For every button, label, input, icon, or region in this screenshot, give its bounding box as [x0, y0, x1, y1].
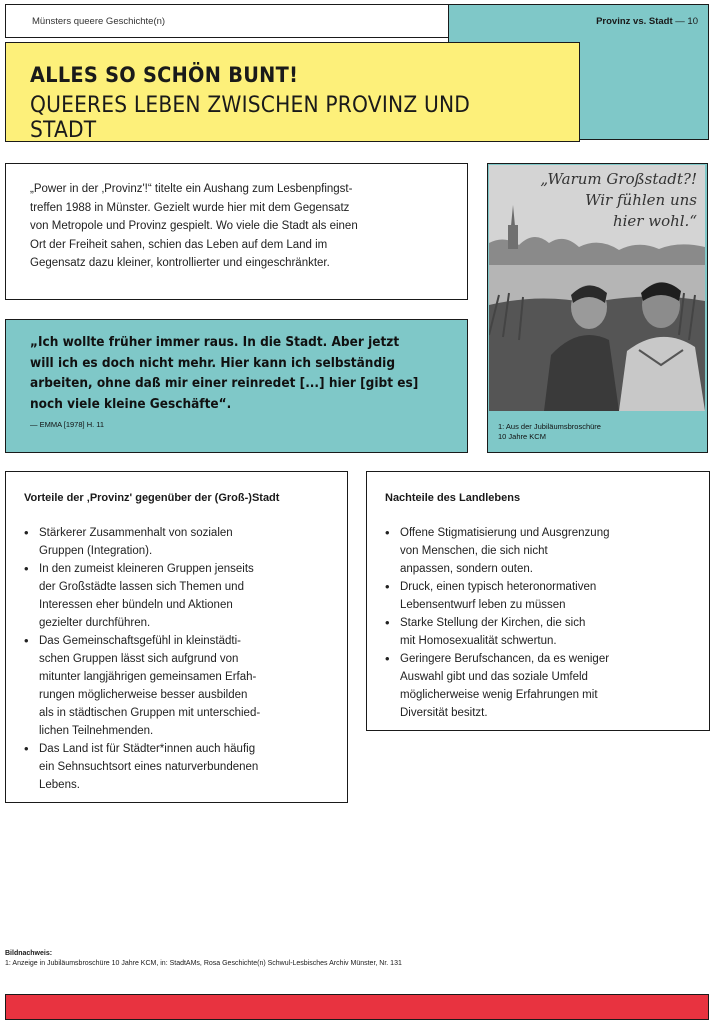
- series-title: Münsters queere Geschichte(n): [32, 16, 166, 27]
- page-separator: —: [675, 16, 685, 27]
- page-subtitle: QUEERES LEBEN ZWISCHEN PROVINZ UND STADT: [30, 93, 471, 143]
- list-item: • Druck, einen typisch heteronormativen Lebensentwurf leben zu müssen: [385, 578, 693, 614]
- list-item: • Stärkerer Zusammenhalt von sozialen Gruppen (Integration).: [24, 524, 331, 560]
- list-item: • Starke Stellung der Kirchen, die sich mit Homosexualität schwertun.: [385, 614, 693, 650]
- credits-text: 1: Anzeige in Jubiläumsbroschüre 10 Jahre KCM, in: StadtAMs, Rosa Geschichte(n) Schwul-Lesbisches Archiv Münster, Nr. 131: [5, 960, 402, 967]
- intro-line: Gegensatz dazu kleiner, kontrollierter und eingeschränkter.: [30, 257, 330, 269]
- caption-line: 1: Aus der Jubiläumsbroschüre: [498, 422, 601, 431]
- disadvantages-title: Nachteile des Landlebens: [385, 492, 521, 504]
- photo-box: [487, 163, 708, 453]
- quote-box: [5, 319, 468, 453]
- title-box: [5, 42, 580, 142]
- advantages-box: [5, 471, 348, 803]
- photo-overlay-text: [540, 169, 697, 232]
- section-name: Provinz vs. Stadt: [596, 16, 673, 27]
- quote-source: — EMMA [1978] H. 11: [30, 420, 105, 429]
- intro-line: „Power in der ‚Provinz'!“ titelte ein Aushang zum Lesbenpfingst-: [30, 183, 353, 195]
- header-series-title: [5, 4, 449, 38]
- page-indicator: [596, 16, 698, 27]
- intro-text-box: [5, 163, 468, 300]
- disadvantages-list: [385, 524, 693, 722]
- intro-line: von Metropole und Provinz gespielt. Wo viele die Stadt als einen: [30, 220, 358, 232]
- quote-text: [30, 332, 462, 414]
- bottom-red-bar: [5, 994, 709, 1020]
- list-item: • Das Land ist für Städter*innen auch häufig ein Sehnsuchtsort eines naturverbundenen Lebens.: [24, 740, 331, 794]
- list-item: • Das Gemeinschaftsgefühl in kleinstädti- schen Gruppen lässt sich aufgrund von mitunter langjährigen gemeinsamen Erfah- rungen möglicherweise besser ausbilden als in städtischen Gruppen mit unterschied- lichen Teilnehmenden.: [24, 632, 331, 740]
- quote-line: will ich es doch nicht mehr. Hier kann ich selbständig: [30, 354, 396, 371]
- list-item: • In den zumeist kleineren Gruppen jenseits der Großstädte lassen sich Themen und Interessen eher bündeln und Aktionen gezielter durchführen.: [24, 560, 331, 632]
- list-item: • Offene Stigmatisierung und Ausgrenzung von Menschen, die sich nicht anpassen, sondern outen.: [385, 524, 693, 578]
- list-item: • Geringere Berufschancen, da es weniger Auswahl gibt und das soziale Umfeld möglicherweise wenig Erfahrungen mit Diversität besitzt.: [385, 650, 693, 722]
- archive-photo: [489, 165, 705, 411]
- caption-line: 10 Jahre KCM: [498, 432, 546, 441]
- photo-caption: [498, 422, 601, 442]
- advantages-list: [24, 524, 331, 794]
- quote-line: „Ich wollte früher immer raus. In die Stadt. Aber jetzt: [30, 334, 400, 350]
- photo-overlay-line: hier wohl.“: [612, 212, 697, 230]
- credits-title: Bildnachweis:: [5, 950, 53, 957]
- intro-line: treffen 1988 in Münster. Gezielt wurde hier mit dem Gegensatz: [30, 201, 350, 214]
- page-number: 10: [687, 16, 698, 27]
- advantages-title: Vorteile der ‚Provinz' gegenüber der (Groß-)Stadt: [24, 492, 280, 504]
- quote-line: noch viele kleine Geschäfte“.: [30, 395, 232, 412]
- photo-overlay-line: Wir fühlen uns: [585, 191, 697, 209]
- photo-overlay-line: „Warum Großstadt?!: [540, 170, 697, 188]
- quote-line: arbeiten, ohne daß mir einer reinredet [...] hier [gibt es]: [30, 375, 419, 391]
- disadvantages-box: [366, 471, 710, 731]
- title-step-decoration: [579, 42, 580, 100]
- intro-line: Ort der Freiheit sahen, schien das Leben auf dem Land im: [30, 238, 328, 251]
- page-title: ALLES SO SCHÖN BUNT!: [30, 63, 299, 87]
